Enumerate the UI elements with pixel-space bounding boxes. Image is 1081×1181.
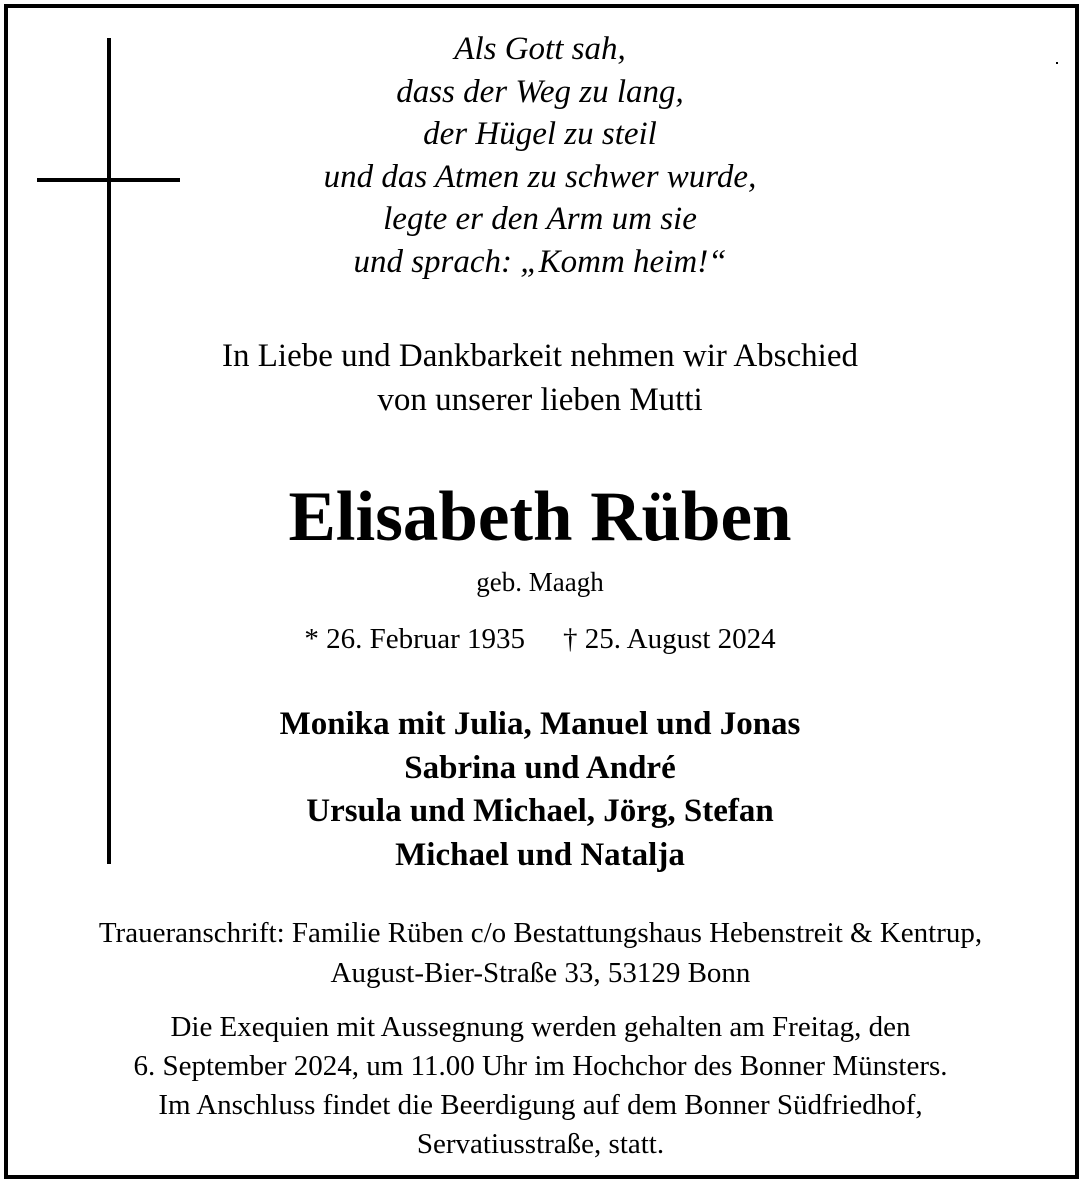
service-line: Servatiusstraße, statt.: [416, 1128, 665, 1160]
farewell-intro: [140, 334, 940, 422]
mourning-address: [10, 913, 1071, 993]
mourner-line: Monika mit Julia, Manuel und Jonas: [279, 706, 801, 742]
poem-line: und das Atmen zu schwer wurde,: [323, 158, 757, 195]
poem-line: dass der Weg zu lang,: [396, 73, 684, 110]
service-line: 6. September 2024, um 11.00 Uhr im Hochchor des Bonner Münsters.: [133, 1050, 948, 1082]
poem: [190, 28, 890, 283]
birth-date: * 26. Februar 1935: [304, 623, 525, 655]
service-line: Im Anschluss findet die Beerdigung auf dem Bonner Südfriedhof,: [158, 1089, 923, 1121]
intro-line: von unserer lieben Mutti: [377, 382, 703, 418]
poem-line: legte er den Arm um sie: [383, 201, 697, 237]
poem-line: Als Gott sah,: [454, 31, 626, 67]
print-dot: [1056, 62, 1058, 64]
cross-vertical-bar: [107, 38, 111, 864]
maiden-name: geb. Maagh: [476, 567, 604, 597]
mourner-line: Michael und Natalja: [395, 836, 685, 873]
mourner-line: Ursula und Michael, Jörg, Stefan: [306, 793, 774, 829]
mourner-line: Sabrina und André: [404, 749, 676, 786]
life-dates: [200, 619, 880, 659]
mourners-list: [140, 703, 940, 877]
address-line: Traueranschrift: Familie Rüben c/o Bestattungshaus Hebenstreit & Kentrup,: [98, 917, 983, 949]
intro-line: In Liebe und Dankbarkeit nehmen wir Abschied: [222, 338, 858, 374]
address-line: August-Bier-Straße 33, 53129 Bonn: [330, 957, 751, 989]
death-date: † 25. August 2024: [563, 623, 776, 655]
poem-line: und sprach: „Komm heim!“: [353, 243, 727, 280]
deceased-name: Elisabeth Rüben: [288, 478, 792, 556]
service-line: Die Exequien mit Aussegnung werden gehalten am Freitag, den: [170, 1011, 911, 1043]
cross-horizontal-bar: [37, 178, 180, 182]
poem-line: der Hügel zu steil: [423, 116, 657, 152]
service-info: [10, 1008, 1071, 1164]
